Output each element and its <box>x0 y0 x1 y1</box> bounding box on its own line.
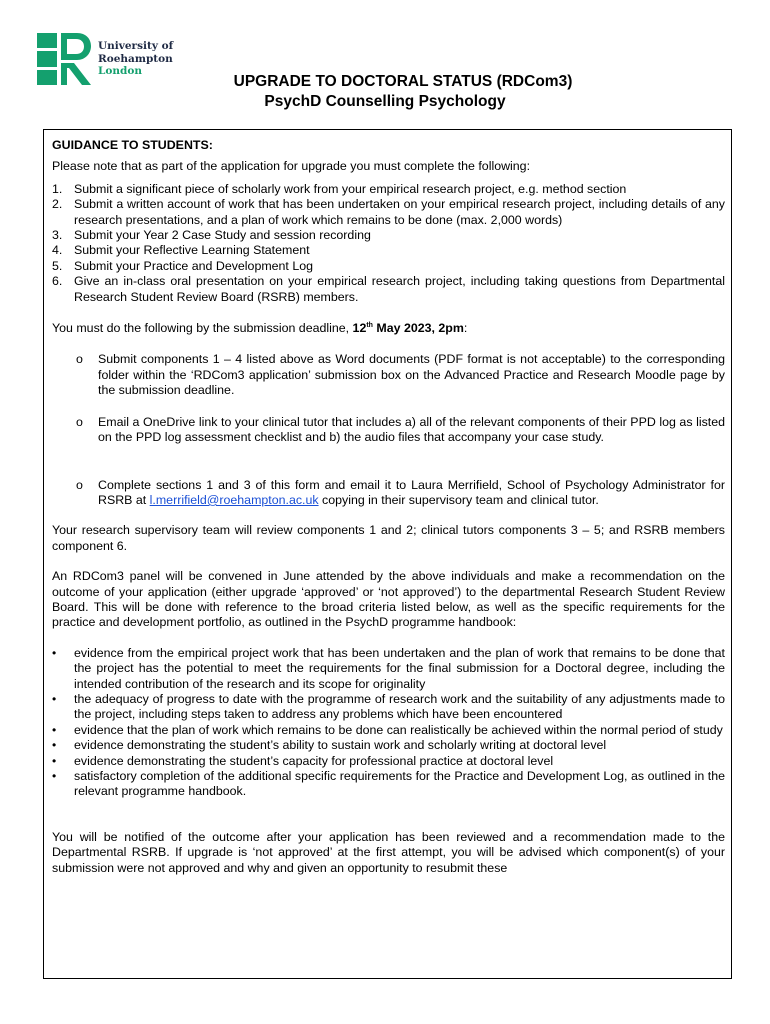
bullet-icon: • <box>52 769 57 783</box>
bullet-icon: • <box>52 691 57 706</box>
deadline-ordinal: th <box>366 321 373 329</box>
document-title <box>0 72 770 112</box>
logo-line-3: London <box>98 65 142 77</box>
list-item <box>52 259 725 274</box>
guidance-heading: GUIDANCE TO STUDENTS: <box>52 138 213 152</box>
administrator-email-link[interactable]: l.merrifield@roehampton.ac.uk <box>149 492 319 507</box>
guidance-intro: Please note that as part of the application for upgrade you must complete the following: <box>52 159 531 174</box>
step-text: Submit your Reflective Learning Statement <box>74 243 310 258</box>
title-line-2: PsychD Counselling Psychology <box>264 93 506 110</box>
step-text: Submit a significant piece of scholarly work from your empirical research project, e.g. method section <box>74 181 627 196</box>
criterion-text: evidence demonstrating the student’s capacity for professional practice at doctoral level <box>74 753 554 768</box>
list-item <box>52 646 725 692</box>
list-item <box>52 692 725 723</box>
step-text: Give an in-class oral presentation on your empirical research project, including taking questions from Departmental Research Student Review Board (RSRB) members. <box>74 274 725 304</box>
criterion-text: evidence that the plan of work which remains to be done can realistically be achieved within the normal period of study <box>74 722 723 737</box>
criterion-text: satisfactory completion of the additional specific requirements for the Practice and Development Log, as outlined in the relevant programme handbook. <box>74 769 725 799</box>
list-item <box>52 228 725 243</box>
list-item <box>52 182 725 197</box>
guidance-content <box>52 138 725 876</box>
list-item <box>52 415 725 446</box>
list-item <box>52 754 725 769</box>
step-number: 6. <box>52 274 63 289</box>
outcome-text: You will be notified of the outcome after your application has been reviewed and a recommendation made to the Departmental RSRB. If upgrade is ‘not approved’ at the first attempt, you will be advised which component(s) of your submission were not approved and why and given an opportunity to resubmit these <box>52 829 725 875</box>
logo-line-1: University of <box>98 40 174 52</box>
title-line-1: UPGRADE TO DOCTORAL STATUS (RDCom3) <box>233 73 573 90</box>
step-text: Submit your Year 2 Case Study and session recording <box>74 228 371 243</box>
task-text: Email a OneDrive link to your clinical tutor that includes a) all of the relevant components of their PPD log as listed on the PPD log assessment checklist and b) the audio files that accompany your case study. <box>98 414 725 445</box>
review-text: Your research supervisory team will review components 1 and 2; clinical tutors components 3 – 5; and RSRB members component 6. <box>52 523 725 553</box>
list-item <box>52 769 725 800</box>
deadline-rest: May 2023, 2pm <box>372 321 464 336</box>
step-number: 3. <box>52 228 63 243</box>
panel-text: An RDCom3 panel will be convened in June attended by the above individuals and make a recommendation on the outcome of your application (either upgrade ‘approved’ or ‘not approved’) to the departmental Research Student Review Board. This will be done with reference to the broad criteria listed below, as well as the specific requirements for the practice and development portfolio, as outlined in the PsychD programme handbook: <box>52 569 725 630</box>
list-item <box>52 274 725 305</box>
criterion-text: the adequacy of progress to date with the programme of research work and the suitability of any adjustments made to the project, including steps taken to address any problems which have been encountered <box>74 691 725 722</box>
circle-bullet-icon: o <box>76 414 83 429</box>
deadline-text <box>52 321 725 336</box>
step-number: 4. <box>52 243 63 258</box>
deadline-date <box>353 321 464 335</box>
circle-bullet-icon: o <box>76 477 83 492</box>
task-text-before: Complete sections 1 and 3 of this form and email it to Laura Merrifield, School of Psychology Administrator for RSRB at <box>98 477 725 507</box>
list-item <box>52 723 725 738</box>
step-number: 5. <box>52 258 63 273</box>
bullet-icon: • <box>52 738 57 753</box>
list-item <box>52 352 725 398</box>
criterion-text: evidence from the empirical project work that has been undertaken and the plan of work that remains to be done that the project has the potential to meet the requirements for the final submission for a Doctoral degree, including the intended contribution of the research and its scope for originality <box>74 645 725 691</box>
deadline-day: 12 <box>352 321 367 336</box>
list-item <box>52 738 725 753</box>
criterion-text: evidence demonstrating the student’s ability to sustain work and scholarly writing at doctoral level <box>74 738 607 753</box>
bullet-icon: • <box>52 645 57 660</box>
logo-line-2: Roehampton <box>98 52 173 65</box>
step-text: Submit your Practice and Development Log <box>74 258 313 273</box>
deadline-suffix: : <box>463 321 468 336</box>
criteria-list <box>52 646 725 800</box>
deadline-prefix: You must do the following by the submission deadline, <box>52 321 353 336</box>
submission-tasks-list <box>52 352 725 508</box>
task-text-after: copying in their supervisory team and clinical tutor. <box>318 492 599 507</box>
step-text: Submit a written account of work that has been undertaken on your empirical research project, including details of any research presentations, and a plan of work which remains to be done (max. 2,000 words) <box>74 197 725 227</box>
bullet-icon: • <box>52 753 57 768</box>
list-item <box>52 197 725 228</box>
circle-bullet-icon: o <box>76 352 83 367</box>
list-item <box>52 478 725 509</box>
guidance-box <box>43 129 732 979</box>
requirements-list <box>52 182 725 305</box>
task-text: Submit components 1 – 4 listed above as Word documents (PDF format is not acceptable) to the corresponding folder within the ‘RDCom3 application’ submission box on the Advanced Practice and Research Moodle page by the submission deadline. <box>98 352 725 398</box>
step-number: 2. <box>52 197 63 212</box>
step-number: 1. <box>52 181 63 196</box>
bullet-icon: • <box>52 722 57 737</box>
list-item <box>52 243 725 258</box>
